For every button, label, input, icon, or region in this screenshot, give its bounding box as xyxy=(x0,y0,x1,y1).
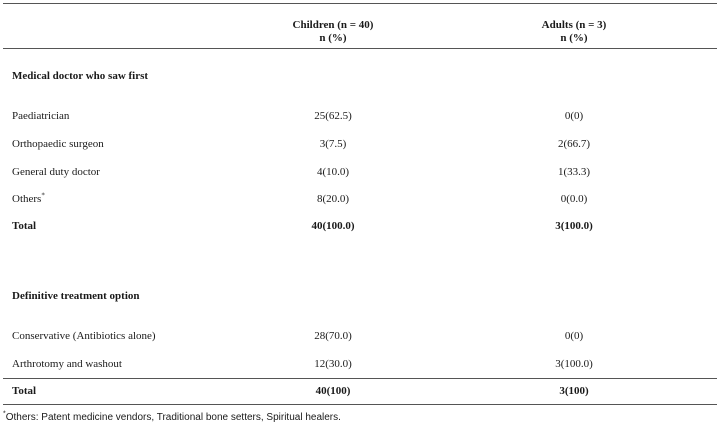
children-total: 40(100) xyxy=(315,385,351,397)
adults-value: 0(0.0) xyxy=(560,193,588,205)
children-value: 3(7.5) xyxy=(319,138,347,150)
adults-value: 0(0) xyxy=(564,110,584,122)
row-label-others xyxy=(12,193,45,206)
row-label-text: Others xyxy=(12,193,42,205)
total-label: Total xyxy=(12,385,37,397)
footnote-marker: * xyxy=(3,410,6,418)
children-value: 4(10.0) xyxy=(316,166,350,178)
section-title-treatment: Definitive treatment option xyxy=(12,290,140,302)
total-rule xyxy=(3,378,717,379)
adults-column-subheader: n (%) xyxy=(560,32,588,44)
children-value: 8(20.0) xyxy=(316,193,350,205)
adults-value: 3(100.0) xyxy=(555,358,593,370)
bottom-rule xyxy=(3,404,717,405)
children-column-header: Children (n = 40) xyxy=(292,19,374,31)
adults-value: 0(0) xyxy=(564,330,584,342)
top-rule xyxy=(3,3,717,4)
footnote-text: Others: Patent medicine vendors, Traditional bone setters, Spiritual healers. xyxy=(5,412,341,423)
row-label: Arthrotomy and washout xyxy=(12,358,122,370)
header-rule xyxy=(3,48,717,49)
children-column-subheader: n (%) xyxy=(319,32,347,44)
adults-value: 1(33.3) xyxy=(557,166,591,178)
total-label: Total xyxy=(12,220,37,232)
children-value: 12(30.0) xyxy=(314,358,352,370)
children-value: 28(70.0) xyxy=(314,330,352,342)
adults-total: 3(100) xyxy=(559,385,589,397)
footnote-marker: * xyxy=(41,191,45,200)
adults-column-header: Adults (n = 3) xyxy=(541,19,607,31)
row-label: Conservative (Antibiotics alone) xyxy=(12,330,156,342)
table-footnote xyxy=(3,412,341,423)
adults-value: 2(66.7) xyxy=(557,138,591,150)
children-total: 40(100.0) xyxy=(311,220,355,232)
adults-total: 3(100.0) xyxy=(555,220,593,232)
children-value: 25(62.5) xyxy=(314,110,352,122)
row-label: Paediatrician xyxy=(12,110,70,122)
row-label: General duty doctor xyxy=(12,166,100,178)
section-title-first-doctor: Medical doctor who saw first xyxy=(12,70,149,82)
row-label: Orthopaedic surgeon xyxy=(12,138,104,150)
